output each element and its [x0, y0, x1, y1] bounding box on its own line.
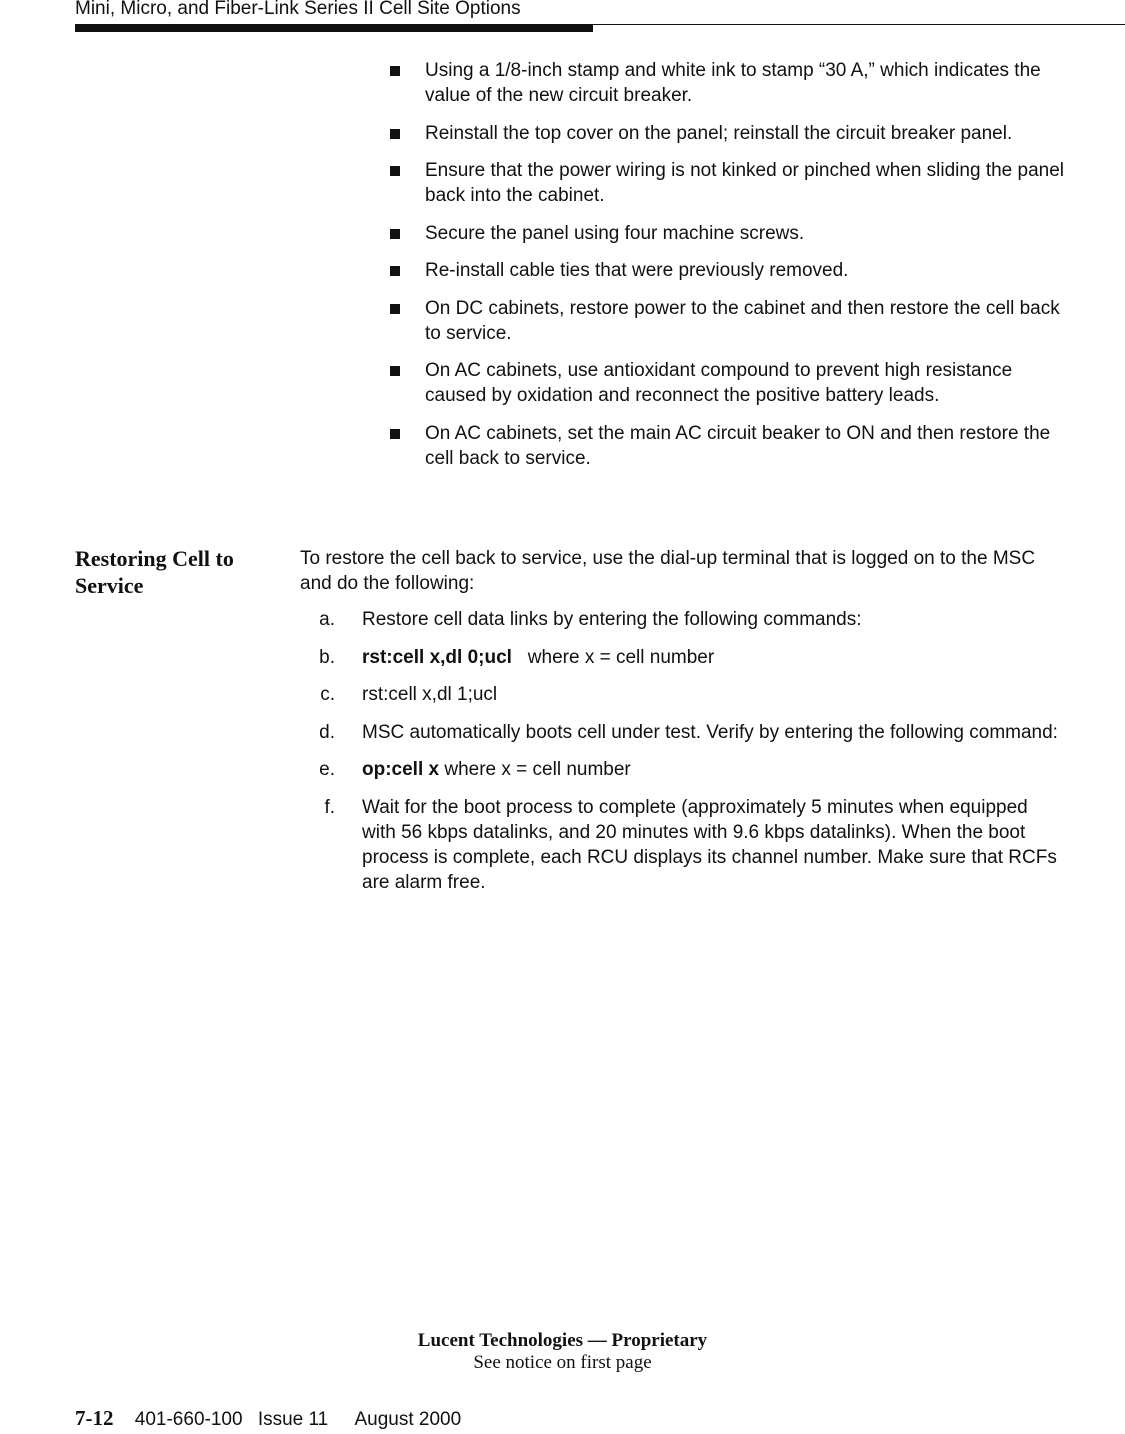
issue-date: August 2000 — [354, 1409, 462, 1430]
step-item — [300, 645, 1060, 670]
step-letter: c. — [320, 684, 335, 705]
step-letter: d. — [319, 721, 335, 743]
bullet-text: On AC cabinets, set the main AC circuit beaker to ON and then restore the cell back to service. — [425, 422, 1051, 469]
step-item — [300, 757, 1060, 782]
square-bullet-icon — [390, 166, 400, 176]
step-item — [300, 720, 1060, 745]
step-item — [300, 607, 1060, 632]
restore-steps-list — [300, 607, 1060, 907]
square-bullet-icon — [390, 304, 400, 314]
step-item — [300, 795, 1060, 895]
step-command: op:cell x — [362, 759, 440, 780]
square-bullet-icon — [390, 266, 400, 276]
square-bullet-icon — [390, 229, 400, 239]
bullet-text: Secure the panel using four machine screws. — [425, 222, 805, 244]
bullet-item — [388, 421, 1068, 471]
footer-proprietary-notice: Lucent Technologies — Proprietary — [417, 1330, 708, 1351]
page-number: 7-12 — [75, 1406, 114, 1430]
bullet-item — [388, 358, 1068, 408]
document-id: 401-660-100 — [134, 1409, 243, 1430]
step-letter: b. — [319, 646, 335, 668]
issue-number: Issue 11 — [257, 1409, 329, 1430]
step-item — [300, 682, 1060, 707]
section-intro: To restore the cell back to service, use the dial-up terminal that is logged on to the MSC and do the following: — [300, 548, 1036, 594]
bullet-item — [388, 258, 1068, 283]
bullet-text: Using a 1/8-inch stamp and white ink to stamp “30 A,” which indicates the value of the new circuit breaker. — [425, 60, 1041, 106]
step-letter: a. — [319, 609, 335, 630]
bullet-text: Re-install cable ties that were previously removed. — [425, 260, 849, 281]
footer-see-notice: See notice on first page — [473, 1352, 652, 1373]
running-header-title: Mini, Micro, and Fiber-Link Series II Cell Site Options — [75, 0, 521, 19]
bullet-item — [388, 221, 1068, 246]
step-text: where x = cell number — [439, 759, 631, 780]
bullet-item — [388, 158, 1068, 208]
step-letter: f. — [324, 796, 335, 818]
step-letter: e. — [319, 759, 335, 780]
step-text: Restore cell data links by entering the following commands: — [362, 609, 862, 630]
square-bullet-icon — [390, 129, 400, 139]
step-text: MSC automatically boots cell under test. Verify by entering the following command: — [362, 721, 1058, 743]
step-text: Wait for the boot process to complete (approximately 5 minutes when equipped with 56 kbps datalinks, and 20 minutes with 9.6 kbps datalinks). When the boot process is complete, each RCU displays its channel number. Make sure that RCFs are alarm free. — [362, 796, 1057, 893]
step-text: rst:cell x,dl 1;ucl — [362, 684, 498, 705]
bullet-item — [388, 121, 1068, 146]
bullet-text: Ensure that the power wiring is not kinked or pinched when sliding the panel back into the cabinet. — [425, 160, 1064, 206]
header-rule-bar — [75, 25, 593, 32]
step-command: rst:cell x,dl 0;ucl — [362, 646, 512, 668]
bullet-text: On AC cabinets, use antioxidant compound to prevent high resistance caused by oxidation and reconnect the positive battery leads. — [425, 360, 1013, 406]
section-heading: Restoring Cell to Service — [75, 546, 234, 598]
bullet-item — [388, 58, 1068, 108]
bullet-text: On DC cabinets, restore power to the cabinet and then restore the cell back to service. — [425, 297, 1060, 344]
procedure-bullet-list — [388, 58, 1068, 483]
step-text: where x = cell number — [511, 646, 715, 668]
square-bullet-icon — [390, 429, 400, 439]
bullet-text: Reinstall the top cover on the panel; reinstall the circuit breaker panel. — [425, 122, 1013, 144]
bullet-item — [388, 296, 1068, 346]
square-bullet-icon — [390, 66, 400, 76]
square-bullet-icon — [390, 366, 400, 376]
